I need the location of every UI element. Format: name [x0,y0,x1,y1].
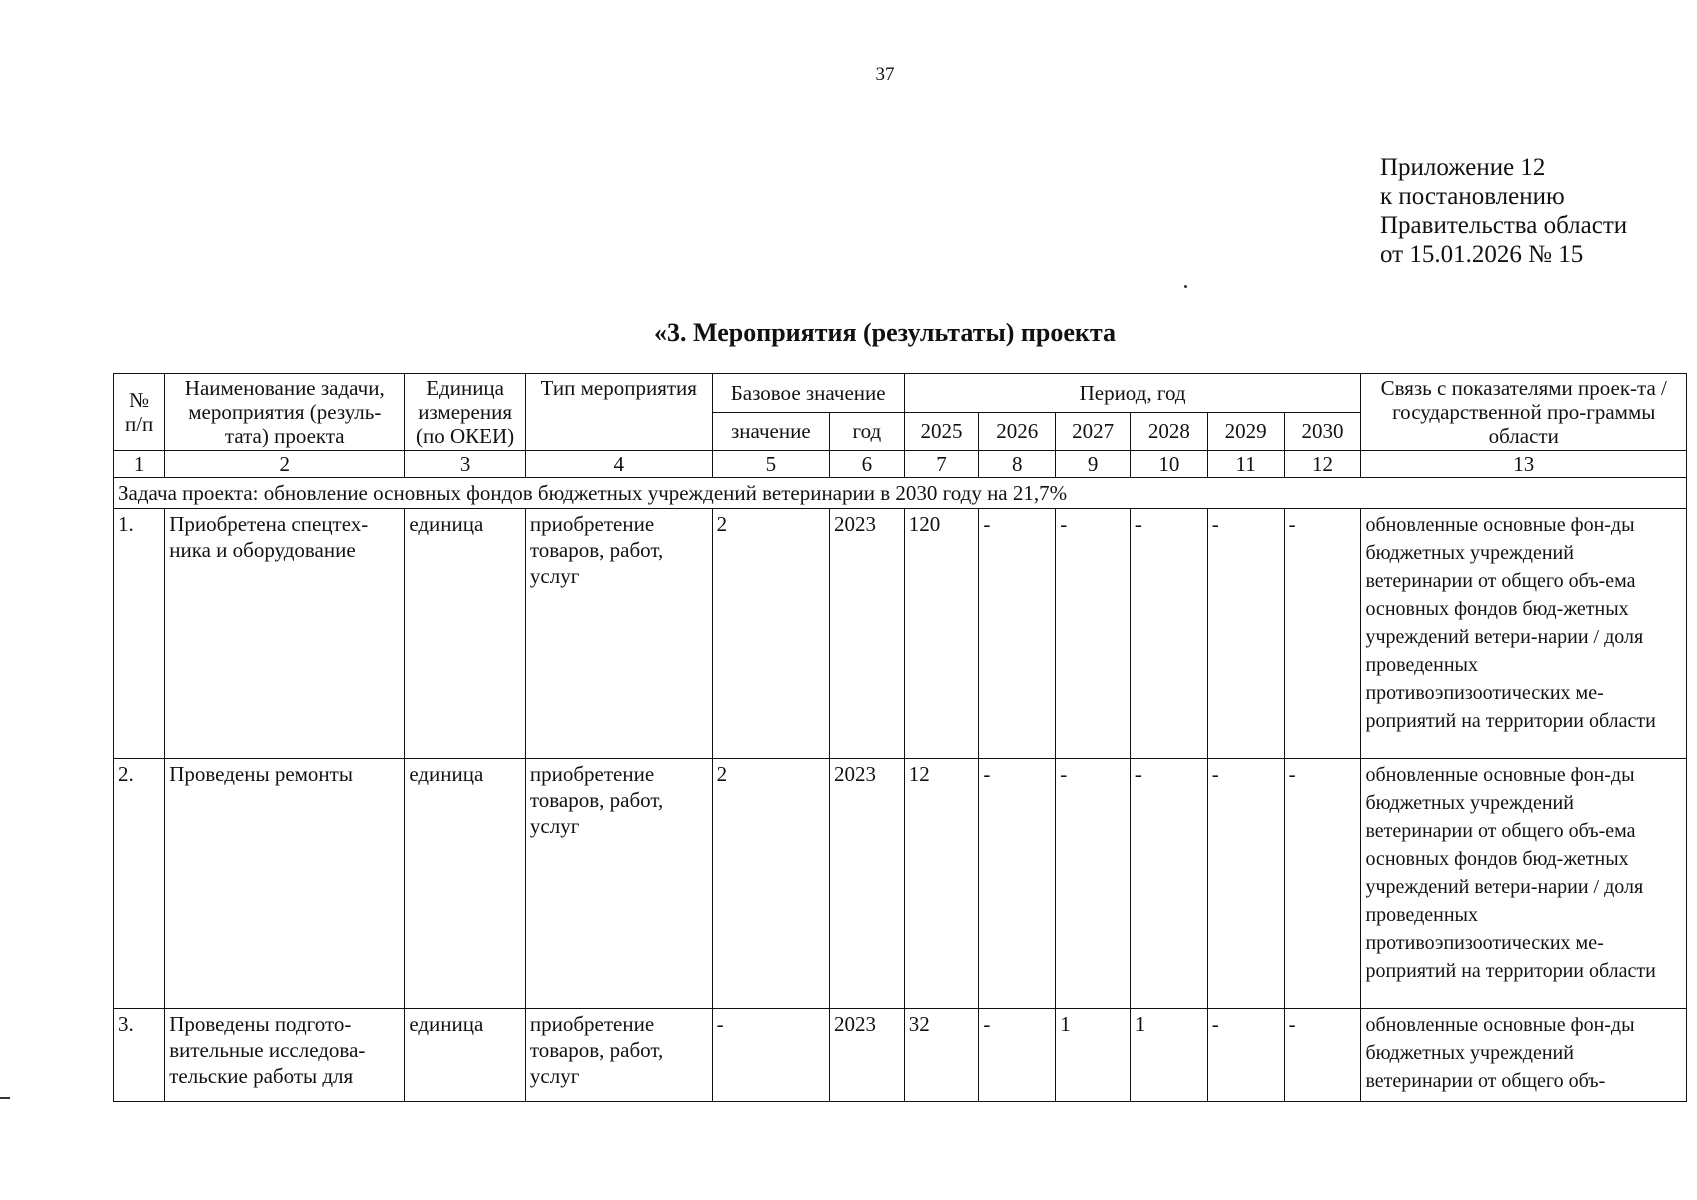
table-row [114,509,1687,759]
row-year-value: - [1056,509,1131,759]
page-number: 37 [875,64,895,85]
column-number: 3 [405,451,526,478]
row-base-value: 2 [712,759,829,1009]
row-num: 3. [114,1009,165,1102]
row-year-value: - [1130,759,1207,1009]
row-link: обновленные основные фон-ды бюджетных учреждений ветеринарии от общего объ-ема основных фондов бюд-жетных учреждений ветери-нарии / доля проведенных противоэпизоотических ме-роприятий на территории области [1361,509,1687,759]
row-name: Приобретена спецтех-ника и оборудование [165,509,405,759]
row-type: приобретение товаров, работ, услуг [525,1009,712,1102]
row-base-year: 2023 [830,509,905,759]
row-year-value: - [1056,759,1131,1009]
header-base: Базовое значение [712,374,904,413]
header-base-year: год [830,412,905,451]
row-base-value: 2 [712,509,829,759]
task-row [114,478,1687,509]
row-year-value: 32 [904,1009,979,1102]
events-table [113,373,1687,1102]
row-year-value: - [1284,759,1361,1009]
row-link: обновленные основные фон-ды бюджетных учреждений ветеринарии от общего объ-ема основных фондов бюд-жетных учреждений ветери-нарии / доля проведенных противоэпизоотических ме-роприятий на территории области [1361,759,1687,1009]
row-name: Проведены ремонты [165,759,405,1009]
column-number: 6 [830,451,905,478]
row-year-value: - [1284,509,1361,759]
column-number: 4 [525,451,712,478]
row-unit: единица [405,1009,526,1102]
header-year: 2028 [1130,412,1207,451]
row-year-value: - [1207,759,1284,1009]
row-year-value: 1 [1056,1009,1131,1102]
row-name: Проведены подгото-вительные исследова-тельские работы для [165,1009,405,1102]
column-number: 13 [1361,451,1687,478]
row-year-value: - [979,759,1056,1009]
header-year: 2025 [904,412,979,451]
row-type: приобретение товаров, работ, услуг [525,759,712,1009]
row-year-value: - [979,509,1056,759]
row-year-value: 12 [904,759,979,1009]
scan-dot [1184,285,1187,288]
appendix-block [1380,153,1627,269]
row-base-year: 2023 [830,759,905,1009]
row-unit: единица [405,509,526,759]
header-name: Наименование задачи, мероприятия (резуль-тата) проекта [165,374,405,451]
header-num: № п/п [114,374,165,451]
row-year-value: - [979,1009,1056,1102]
column-number: 8 [979,451,1056,478]
row-year-value: - [1207,509,1284,759]
row-year-value: - [1284,1009,1361,1102]
row-year-value: - [1130,509,1207,759]
header-link: Связь с показателями проек-та / государственной про-граммы области [1361,374,1687,451]
header-year: 2030 [1284,412,1361,451]
row-year-value: 120 [904,509,979,759]
row-year-value: 1 [1130,1009,1207,1102]
column-number-row [114,451,1687,478]
appendix-line: от 15.01.2026 № 15 [1380,241,1584,268]
column-number: 5 [712,451,829,478]
header-type: Тип мероприятия [525,374,712,451]
table-row [114,1009,1687,1102]
column-number: 2 [165,451,405,478]
row-num: 2. [114,759,165,1009]
row-year-value: - [1207,1009,1284,1102]
column-number: 10 [1130,451,1207,478]
column-number: 1 [114,451,165,478]
appendix-line: Приложение 12 [1380,154,1546,181]
row-num: 1. [114,509,165,759]
row-type: приобретение товаров, работ, услуг [525,509,712,759]
header-year: 2026 [979,412,1056,451]
header-period: Период, год [904,374,1361,413]
scan-edge-mark [0,1097,10,1099]
header-row [114,374,1687,413]
column-number: 7 [904,451,979,478]
row-base-value: - [712,1009,829,1102]
column-number: 11 [1207,451,1284,478]
task-cell: Задача проекта: обновление основных фондов бюджетных учреждений ветеринарии в 2030 году на 21,7% [114,478,1687,509]
row-unit: единица [405,759,526,1009]
header-unit: Единица измерения (по ОКЕИ) [405,374,526,451]
column-number: 12 [1284,451,1361,478]
appendix-line: к постановлению [1380,183,1565,210]
header-year: 2029 [1207,412,1284,451]
row-link: обновленные основные фон-ды бюджетных учреждений ветеринарии от общего объ- [1361,1009,1687,1102]
appendix-line: Правительства области [1380,212,1628,239]
row-base-year: 2023 [830,1009,905,1102]
document-title: «3. Мероприятия (результаты) проекта [654,318,1116,347]
column-number: 9 [1056,451,1131,478]
table-row [114,759,1687,1009]
header-base-value: значение [712,412,829,451]
header-year: 2027 [1056,412,1131,451]
